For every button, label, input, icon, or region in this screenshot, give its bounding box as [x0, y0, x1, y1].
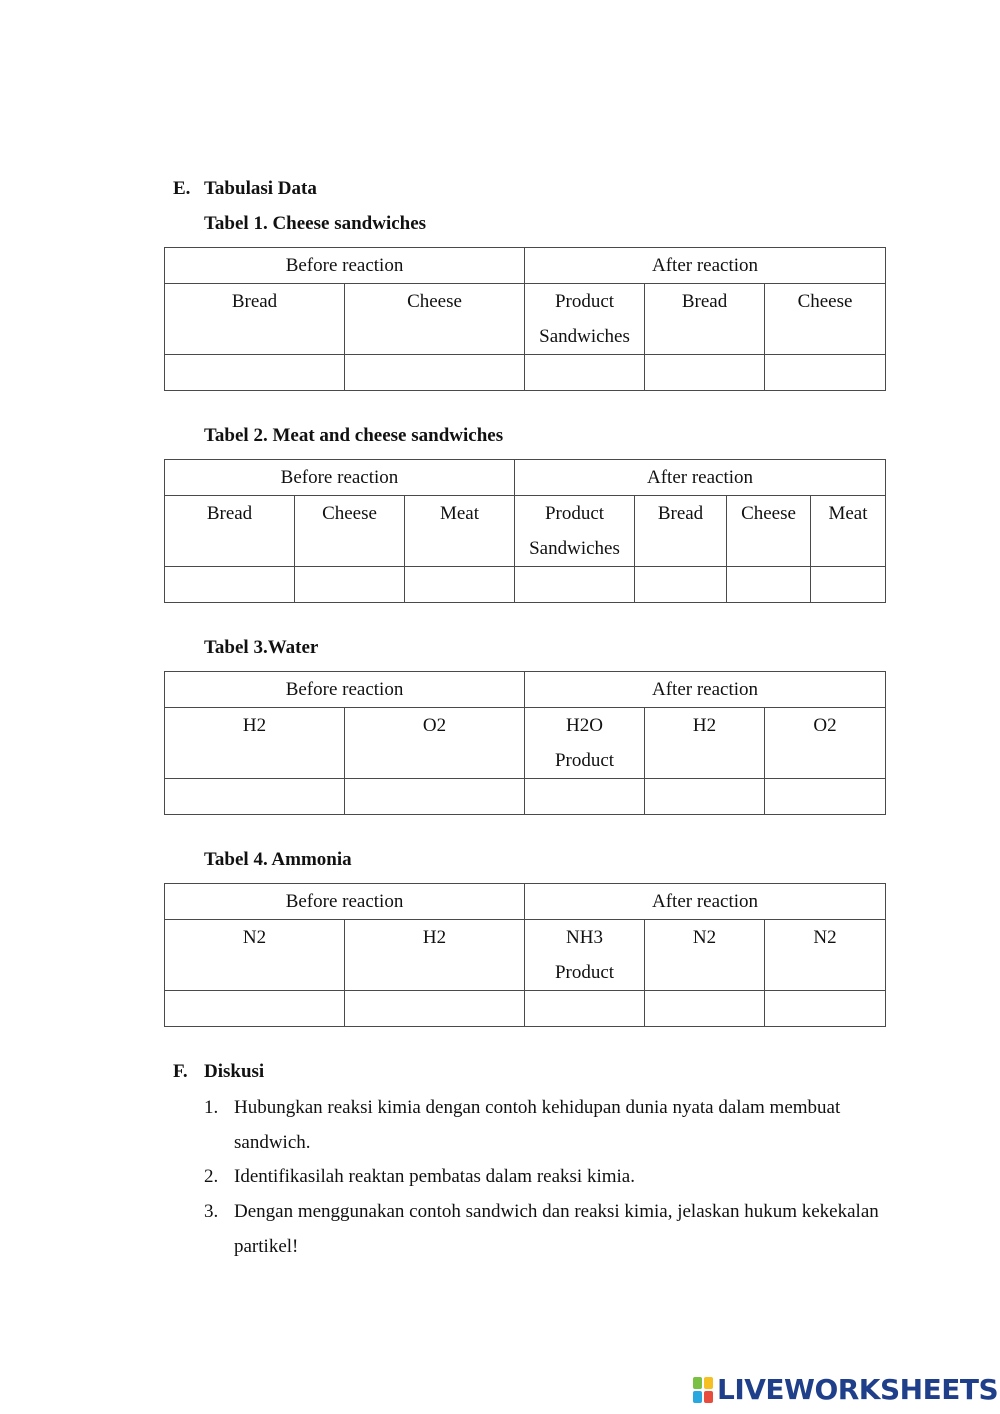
- section-e-heading: [173, 178, 573, 202]
- table-2-answer-cell[interactable]: [727, 567, 811, 603]
- table-4-col-header: N2: [165, 920, 345, 991]
- table-2-col-header: Cheese: [295, 496, 405, 567]
- table-2-answer-cell[interactable]: [515, 567, 635, 603]
- table-3-answer-cell[interactable]: [645, 779, 765, 815]
- table-4-answer-cell[interactable]: [165, 991, 345, 1027]
- section-e-title: Tabulasi Data: [204, 178, 317, 199]
- table-1-col-header: Cheese: [765, 284, 886, 355]
- section-f-heading: [173, 1061, 573, 1085]
- table-3-answer-cell[interactable]: [525, 779, 645, 815]
- table-3-group-after: After reaction: [525, 672, 886, 708]
- table-2-answer-cell[interactable]: [165, 567, 295, 603]
- table-2-col-header: Meat: [811, 496, 886, 567]
- section-f-letter: F.: [173, 1061, 188, 1082]
- table-3-col-header: O2: [765, 708, 886, 779]
- table-2-col-header: Cheese: [727, 496, 811, 567]
- table-2-col-header: Bread: [635, 496, 727, 567]
- liveworksheets-logo: [693, 1375, 998, 1405]
- table-1-answer-cell[interactable]: [345, 355, 525, 391]
- question-text: Identifikasilah reaktan pembatas dalam reaksi kimia.: [234, 1166, 635, 1187]
- table-3-caption: Tabel 3.Water: [204, 637, 319, 658]
- question-number: 1.: [204, 1097, 219, 1118]
- table-2-caption: Tabel 2. Meat and cheese sandwiches: [204, 425, 504, 446]
- table-1-caption: Tabel 1. Cheese sandwiches: [204, 213, 427, 234]
- table-2-group-before: Before reaction: [165, 460, 515, 496]
- table-4-caption: Tabel 4. Ammonia: [204, 849, 352, 870]
- table-2-answer-cell[interactable]: [295, 567, 405, 603]
- table-4-answer-cell[interactable]: [645, 991, 765, 1027]
- liveworksheets-wordmark: LIVEWORKSHEETS: [717, 1373, 999, 1406]
- table-1-group-after: After reaction: [525, 248, 886, 284]
- table-4: [164, 883, 886, 1027]
- table-3-group-before: Before reaction: [165, 672, 525, 708]
- table-4-group-before: Before reaction: [165, 884, 525, 920]
- table-1-answer-cell[interactable]: [765, 355, 886, 391]
- table-1-col-header: Bread: [165, 284, 345, 355]
- table-4-col-header: H2: [345, 920, 525, 991]
- table-4-answer-cell[interactable]: [345, 991, 525, 1027]
- table-3-col-header: H2: [645, 708, 765, 779]
- question-text: Dengan menggunakan contoh sandwich dan reaksi kimia, jelaskan hukum kekekalan partikel!: [234, 1201, 879, 1257]
- question-text: Hubungkan reaksi kimia dengan contoh kehidupan dunia nyata dalam membuat sandwich.: [234, 1097, 841, 1153]
- discussion-question: [204, 1194, 904, 1266]
- discussion-question: [204, 1090, 904, 1162]
- section-f-title: Diskusi: [204, 1061, 265, 1082]
- table-2-answer-cell[interactable]: [635, 567, 727, 603]
- table-4-col-header: N2: [765, 920, 886, 991]
- table-1: [164, 247, 886, 391]
- liveworksheets-logo-icon: [693, 1377, 713, 1403]
- table-1-answer-cell[interactable]: [525, 355, 645, 391]
- question-number: 3.: [204, 1201, 219, 1222]
- table-2-col-header: Meat: [405, 496, 515, 567]
- table-1-col-header: Bread: [645, 284, 765, 355]
- table-2-col-header: Bread: [165, 496, 295, 567]
- table-4-group-after: After reaction: [525, 884, 886, 920]
- table-1-answer-cell[interactable]: [165, 355, 345, 391]
- table-3-col-header: H2O Product: [525, 708, 645, 779]
- table-1-col-header: Cheese: [345, 284, 525, 355]
- table-1-group-before: Before reaction: [165, 248, 525, 284]
- table-4-answer-cell[interactable]: [765, 991, 886, 1027]
- table-2-col-header: Product Sandwiches: [515, 496, 635, 567]
- table-3-answer-cell[interactable]: [765, 779, 886, 815]
- table-2: [164, 459, 886, 603]
- table-4-answer-cell[interactable]: [525, 991, 645, 1027]
- table-3-col-header: H2: [165, 708, 345, 779]
- question-number: 2.: [204, 1166, 219, 1187]
- discussion-question: [204, 1159, 904, 1195]
- table-3: [164, 671, 886, 815]
- table-2-answer-cell[interactable]: [405, 567, 515, 603]
- table-2-answer-cell[interactable]: [811, 567, 886, 603]
- table-1-col-header: Product Sandwiches: [525, 284, 645, 355]
- table-4-col-header: N2: [645, 920, 765, 991]
- table-2-group-after: After reaction: [515, 460, 886, 496]
- section-e-letter: E.: [173, 178, 191, 199]
- table-1-answer-cell[interactable]: [645, 355, 765, 391]
- table-3-answer-cell[interactable]: [165, 779, 345, 815]
- table-3-col-header: O2: [345, 708, 525, 779]
- table-4-col-header: NH3 Product: [525, 920, 645, 991]
- table-3-answer-cell[interactable]: [345, 779, 525, 815]
